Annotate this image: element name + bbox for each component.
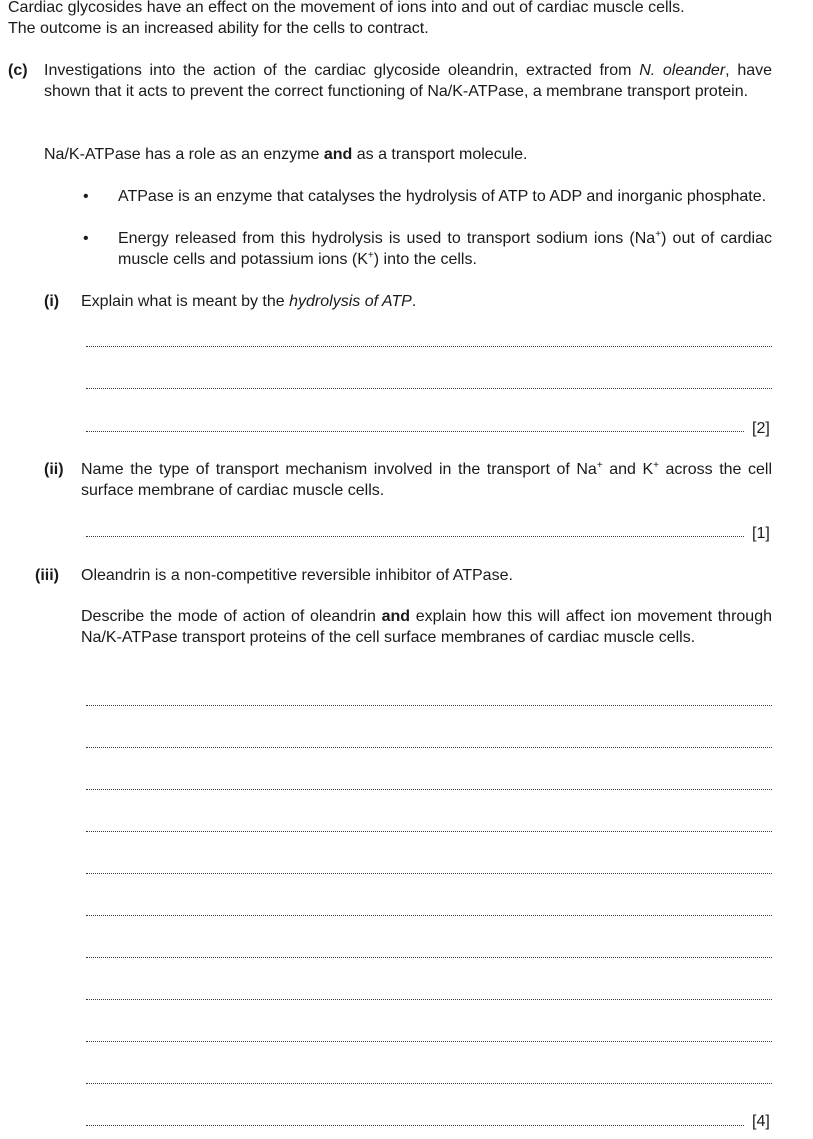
answer-line[interactable] bbox=[86, 388, 772, 389]
answer-line[interactable] bbox=[86, 536, 744, 537]
marks-label: [1] bbox=[752, 525, 770, 542]
intro-text bbox=[8, 0, 808, 39]
question-ii-label: (ii) bbox=[44, 461, 64, 478]
question-iii-label: (iii) bbox=[35, 567, 59, 584]
bullet-item-2: Energy released from this hydrolysis is used to transport sodium ions (Na+) out of cardiac muscle cells and potassium ions (K+) into the cells. bbox=[118, 229, 773, 268]
question-ii-text: Name the type of transport mechanism involved in the transport of Na+ and K+ across the cell surface membrane of cardiac muscle cells. bbox=[81, 460, 773, 499]
part-c-paragraph-1: Investigations into the action of the cardiac glycoside oleandrin, extracted from N. oleander, have shown that it acts to prevent the correct functioning of Na/K-ATPase, a membrane transport protein. bbox=[44, 62, 773, 100]
question-i-text: Explain what is meant by the hydrolysis of ATP. bbox=[81, 293, 417, 310]
answer-line[interactable] bbox=[86, 705, 772, 706]
answer-line[interactable] bbox=[86, 1083, 772, 1084]
answer-line[interactable] bbox=[86, 789, 772, 790]
answer-line[interactable] bbox=[86, 999, 772, 1000]
marks-label: [2] bbox=[752, 420, 770, 437]
answer-line[interactable] bbox=[86, 1041, 772, 1042]
part-c-paragraph-2: Na/K-ATPase has a role as an enzyme and as a transport molecule. bbox=[44, 146, 528, 163]
answer-line[interactable] bbox=[86, 1125, 744, 1126]
answer-line[interactable] bbox=[86, 346, 772, 347]
question-iii-text-1: Oleandrin is a non-competitive reversible inhibitor of ATPase. bbox=[81, 567, 513, 584]
question-iii-text-2: Describe the mode of action of oleandrin and explain how this will affect ion movement through Na/K-ATPase transport proteins of the cell surface membranes of cardiac muscle cells. bbox=[81, 608, 772, 646]
answer-line[interactable] bbox=[86, 873, 772, 874]
answer-line[interactable] bbox=[86, 831, 772, 832]
answer-line[interactable] bbox=[86, 747, 772, 748]
marks-label: [4] bbox=[752, 1113, 770, 1130]
bullet-marker-2: • bbox=[83, 230, 89, 247]
answer-line[interactable] bbox=[86, 915, 772, 916]
bullet-marker-1: • bbox=[83, 188, 89, 205]
species-name: N. oleander bbox=[639, 62, 726, 79]
bullet-item-1: ATPase is an enzyme that catalyses the hydrolysis of ATP to ADP and inorganic phosphate. bbox=[118, 188, 767, 205]
answer-line[interactable] bbox=[86, 957, 772, 958]
intro-line-1: Cardiac glycosides have an effect on the movement of ions into and out of cardiac muscle cells. bbox=[8, 0, 685, 16]
intro-line-2: The outcome is an increased ability for the cells to contract. bbox=[8, 20, 429, 37]
question-i-label: (i) bbox=[44, 293, 60, 310]
answer-line[interactable] bbox=[86, 431, 744, 432]
part-c-label: (c) bbox=[8, 62, 28, 79]
